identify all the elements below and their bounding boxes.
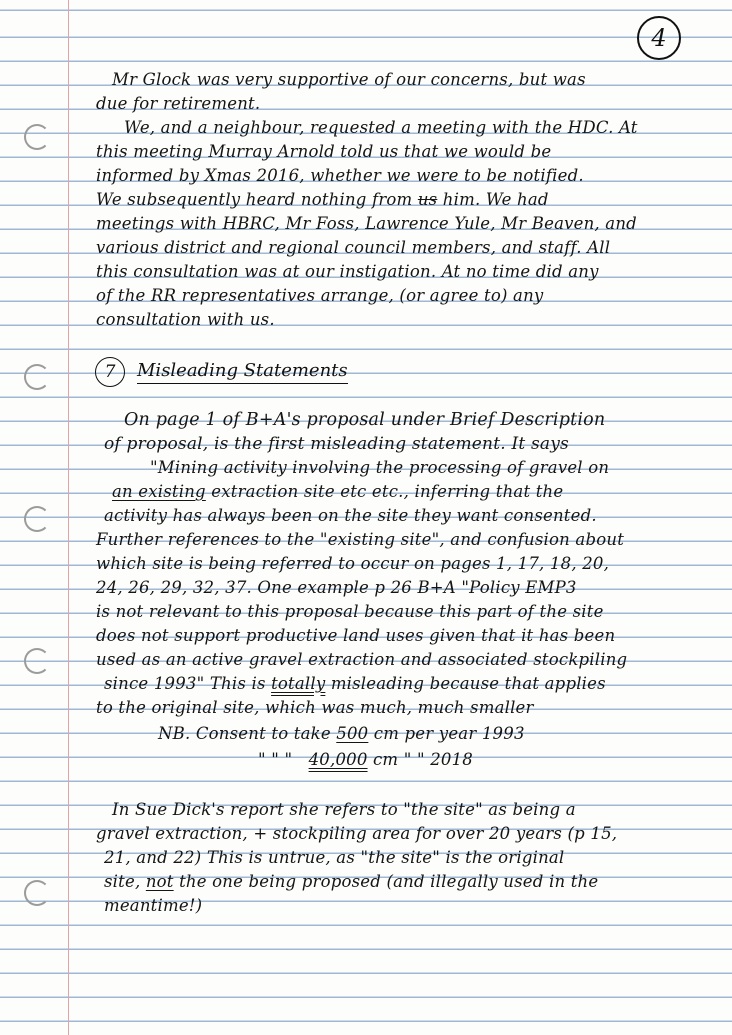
text-line: meantime!) — [104, 896, 203, 915]
text-line: informed by Xmas 2016, whether we were to be notified. — [96, 166, 584, 185]
text-line: used as an active gravel extraction and associated stockpiling — [96, 650, 628, 669]
text-line: gravel extraction, + stockpiling area for over 20 years (p 15, — [96, 824, 618, 843]
text-segment: him. We had — [437, 190, 549, 209]
text-line — [104, 674, 606, 694]
text-line: is not relevant to this proposal because this part of the site — [96, 602, 604, 621]
text-line: which site is being referred to occur on pages 1, 17, 18, 20, — [96, 554, 610, 573]
punch-hole — [24, 880, 50, 906]
text-line — [112, 482, 563, 502]
text-line: of proposal, is the first misleading statement. It says — [104, 434, 569, 454]
text-line: Mr Glock was very supportive of our concerns, but was — [112, 70, 586, 89]
text-line: In Sue Dick's report she refers to "the site" as being a — [112, 800, 576, 819]
text-line — [104, 872, 598, 892]
text-segment: NB. Consent to take — [158, 724, 337, 743]
text-line: due for retirement. — [96, 94, 261, 113]
text-segment: site, — [104, 872, 146, 891]
text-line: 24, 26, 29, 32, 37. One example p 26 B+A "Policy EMP3 — [96, 578, 577, 597]
consent-2018-value: 40,000 — [308, 750, 368, 769]
text-segment: the one being proposed (and illegally used in the — [173, 872, 599, 891]
struck-word: us — [417, 190, 438, 209]
text-segment: cm " " 2018 — [367, 750, 473, 769]
text-segment: extraction site etc etc., inferring that the — [205, 482, 564, 501]
page-number — [637, 16, 681, 60]
nb-line — [158, 724, 525, 744]
page-number-text: 4 — [651, 24, 667, 52]
underlined-word: not — [145, 872, 174, 891]
ditto-marks: " " " — [258, 750, 293, 769]
margin-line — [68, 0, 69, 1035]
text-line: 21, and 22) This is untrue, as "the site" is the original — [104, 848, 565, 867]
underlined-word: totally — [271, 674, 326, 693]
punch-hole — [24, 364, 50, 390]
nb-line — [258, 750, 473, 770]
text-line: of the RR representatives arrange, (or agree to) any — [96, 286, 544, 305]
text-segment: We subsequently heard nothing from — [96, 190, 418, 209]
section-number: 7 — [95, 357, 125, 387]
section-heading — [95, 355, 348, 389]
text-line: activity has always been on the site they want consented. — [104, 506, 597, 525]
text-line: to the original site, which was much, much smaller — [96, 698, 534, 717]
punch-hole — [24, 506, 50, 532]
text-segment: since 1993" This is — [104, 674, 272, 693]
text-line: this consultation was at our instigation. At no time did any — [96, 262, 599, 281]
text-segment: misleading because that applies — [325, 674, 606, 693]
text-line: does not support productive land uses given that it has been — [96, 626, 616, 645]
consent-1993-value: 500 — [336, 724, 369, 743]
section-title: Misleading Statements — [137, 360, 348, 384]
text-line: meetings with HBRC, Mr Foss, Lawrence Yule, Mr Beaven, and — [96, 214, 637, 233]
punch-hole — [24, 124, 50, 150]
text-line: Further references to the "existing site", and confusion about — [96, 530, 625, 549]
underlined-phrase: an existing — [112, 482, 206, 501]
text-line: We, and a neighbour, requested a meeting with the HDC. At — [124, 118, 638, 137]
text-segment: cm per year 1993 — [368, 724, 525, 743]
text-line: various district and regional council members, and staff. All — [96, 238, 611, 257]
punch-hole — [24, 648, 50, 674]
text-line: consultation with us. — [96, 310, 275, 329]
text-line: "Mining activity involving the processing of gravel on — [150, 458, 610, 477]
text-line: this meeting Murray Arnold told us that we would be — [96, 142, 552, 161]
text-line — [96, 190, 549, 210]
text-line: On page 1 of B+A's proposal under Brief Description — [124, 410, 606, 430]
